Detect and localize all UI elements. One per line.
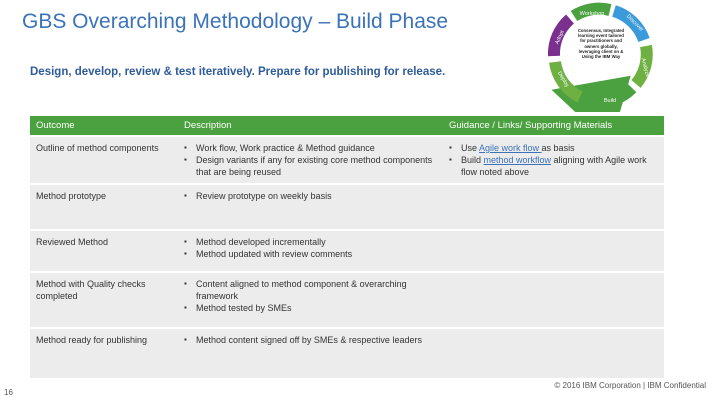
description-item: ▪ Design variants if any for existing core method components that are being reused <box>184 154 437 178</box>
description-cell <box>178 272 443 328</box>
outcome-cell: Outline of method components <box>30 136 178 184</box>
guidance-item: ▪ Use Agile work flow as basis <box>449 142 658 154</box>
slide-title: GBS Overarching Methodology – Build Phase <box>22 10 449 33</box>
guidance-cell <box>443 328 664 378</box>
table-row <box>30 136 664 184</box>
guidance-cell <box>443 230 664 272</box>
description-cell <box>178 184 443 230</box>
agile-work-flow-link[interactable]: Agile work flow <box>479 143 542 153</box>
header-description: Description <box>178 116 443 136</box>
footer-copyright: © 2016 IBM Corporation | IBM Confidential <box>554 381 706 390</box>
method-workflow-link[interactable]: method workflow <box>483 155 552 165</box>
description-item: ▪ Method content signed off by SMEs & respective leaders <box>184 334 437 346</box>
stage-label-analyze: Analyze <box>639 57 651 78</box>
description-cell <box>178 328 443 378</box>
header-guidance: Guidance / Links/ Supporting Materials <box>443 116 664 136</box>
build-phase-table <box>30 116 664 378</box>
table-row <box>30 272 664 328</box>
guidance-cell <box>443 184 664 230</box>
outcome-cell: Reviewed Method <box>30 230 178 272</box>
stage-label-build: Build <box>603 98 617 104</box>
stage-label-discover: Discover <box>625 13 645 33</box>
description-item: ▪ Work flow, Work practice & Method guidance <box>184 142 437 154</box>
stage-label-workshop: Workshop <box>579 11 605 17</box>
description-item: ▪ Method developed incrementally <box>184 236 437 248</box>
table-row <box>30 328 664 378</box>
outcome-cell: Method prototype <box>30 184 178 230</box>
header-outcome: Outcome <box>30 116 178 136</box>
table-row <box>30 184 664 230</box>
cycle-segment-deploy <box>555 62 580 97</box>
stage-label-adopt: Adopt <box>554 29 566 46</box>
description-cell <box>178 136 443 184</box>
description-item: ▪ Content aligned to method component & overarching framework <box>184 278 437 302</box>
stage-label-deploy: Deploy <box>555 70 570 89</box>
cycle-center-text: Consensus, Integrated learning event tailored for practitioners and owners globally, leveraging client on & Using the IBM Way <box>577 28 625 60</box>
guidance-cell <box>443 272 664 328</box>
table-row <box>30 230 664 272</box>
table-header-row <box>30 116 664 136</box>
description-cell <box>178 230 443 272</box>
description-item: ▪ Method updated with review comments <box>184 248 437 260</box>
methodology-cycle-diagram <box>540 2 660 112</box>
description-item: ▪ Review prototype on weekly basis <box>184 190 437 202</box>
outcome-cell: Method ready for publishing <box>30 328 178 378</box>
slide-subtitle: Design, develop, review & test iteratively. Prepare for publishing for release. <box>30 66 446 78</box>
guidance-cell <box>443 136 664 184</box>
guidance-item: ▪ Build method workflow aligning with Agile work flow noted above <box>449 154 658 178</box>
description-item: ▪ Method tested by SMEs <box>184 302 437 314</box>
outcome-cell: Method with Quality checks completed <box>30 272 178 328</box>
page-number: 16 <box>4 388 13 397</box>
